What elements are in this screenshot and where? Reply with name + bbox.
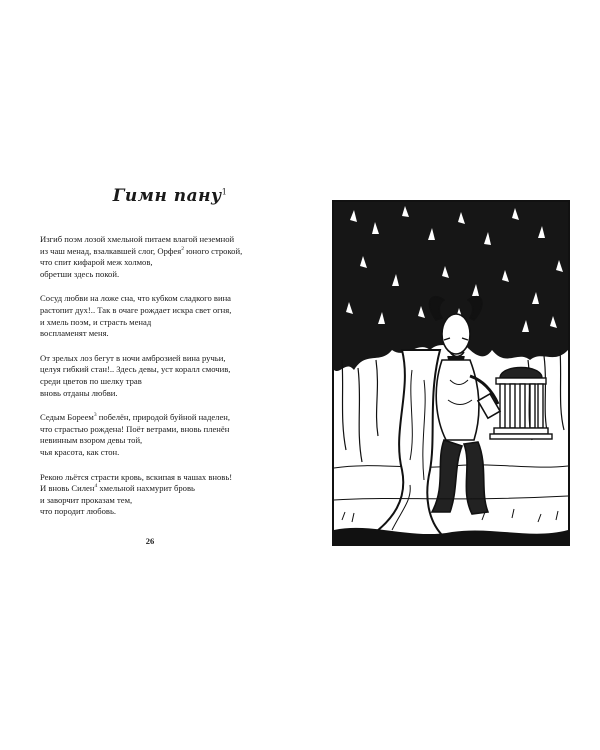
- poem-line-text: воспламенят меня.: [40, 328, 109, 339]
- stanza: [40, 353, 300, 399]
- poem-line-text: Сосуд любви на ложе сна, что кубком сладкого вина: [40, 293, 231, 304]
- poem-line: [40, 305, 300, 317]
- right-page: [300, 0, 600, 750]
- footnote-marker: 4: [94, 483, 98, 490]
- poem-line: [40, 483, 300, 495]
- footnote-marker: 3: [93, 412, 97, 419]
- poem-body: [40, 234, 300, 531]
- poem-line: [40, 424, 300, 436]
- poem-line: [40, 353, 300, 365]
- poem-line: [40, 364, 300, 376]
- stanza: [40, 293, 300, 339]
- poem-title-text: Гимн пану: [112, 186, 222, 206]
- stanza: [40, 412, 300, 458]
- poem-line-text: невинным взором девы той,: [40, 435, 143, 446]
- poem-line-text: целуя гибкий стан!.. Здесь девы, уст коралл смочив,: [40, 364, 231, 375]
- stanza: [40, 472, 300, 518]
- poem-line-text: растопит дух!.. Так в очаге рождает искра свет огня,: [40, 304, 232, 315]
- poem-line-text: что породит любовь.: [40, 506, 117, 517]
- poem-line-text: вновь отданы любви.: [40, 387, 118, 398]
- poem-line: [40, 293, 300, 305]
- poem-title: [60, 186, 280, 206]
- poem-line: [40, 257, 300, 269]
- poem-line-text: Рекою льётся страсти кровь, вскипая в чашах вновь!: [40, 471, 233, 482]
- poem-line-text: из чаш менад, взалкавшей слог, Орфея: [40, 245, 182, 256]
- poem-line: [40, 246, 300, 258]
- poem-line: [40, 376, 300, 388]
- poem-line-text: и хмель поэм, и страсть менад: [40, 316, 152, 327]
- title-footnote-marker: 1: [221, 187, 228, 197]
- illustration-pan-satyr: [332, 200, 570, 546]
- poem-line: [40, 388, 300, 400]
- poem-line-text: чья красота, как стон.: [40, 446, 120, 457]
- poem-line: [40, 447, 300, 459]
- poem-line-text: И вновь Силен: [40, 483, 95, 494]
- poem-line: [40, 328, 300, 340]
- poem-line-text: Седым Бореем: [40, 412, 94, 423]
- poem-line-text-continued: юного строкой,: [183, 245, 243, 256]
- poem-line: [40, 506, 300, 518]
- poem-line: [40, 495, 300, 507]
- poem-line: [40, 269, 300, 281]
- page-number: 26: [145, 536, 155, 546]
- poem-line-text: От зрелых лоз бегут в ночи амброзией вина ручьи,: [40, 352, 226, 363]
- poem-line: [40, 472, 300, 484]
- poem-line-text: что страстью рождена! Поёт ветрами, вновь пленён: [40, 423, 230, 434]
- poem-line: [40, 435, 300, 447]
- poem-line: [40, 412, 300, 424]
- poem-line: [40, 234, 300, 246]
- poem-line-text: среди цветов по шелку трав: [40, 375, 142, 386]
- poem-line-text: обретши здесь покой.: [40, 268, 120, 279]
- stanza: [40, 234, 300, 280]
- poem-line-text: что спит кифарой меж холмов,: [40, 257, 153, 268]
- poem-line: [40, 317, 300, 329]
- poem-line-text-continued: хмельной нахмурит бровь: [97, 483, 195, 494]
- footnote-marker: 2: [181, 245, 184, 252]
- poem-line-text-continued: побелён, природой буйной наделен,: [96, 412, 231, 423]
- poem-line-text: Изгиб поэм лозой хмельной питаем влагой неземной: [40, 234, 235, 244]
- illustration-drawing: [332, 200, 570, 546]
- poem-line-text: и заворчит проказам тем,: [40, 494, 133, 505]
